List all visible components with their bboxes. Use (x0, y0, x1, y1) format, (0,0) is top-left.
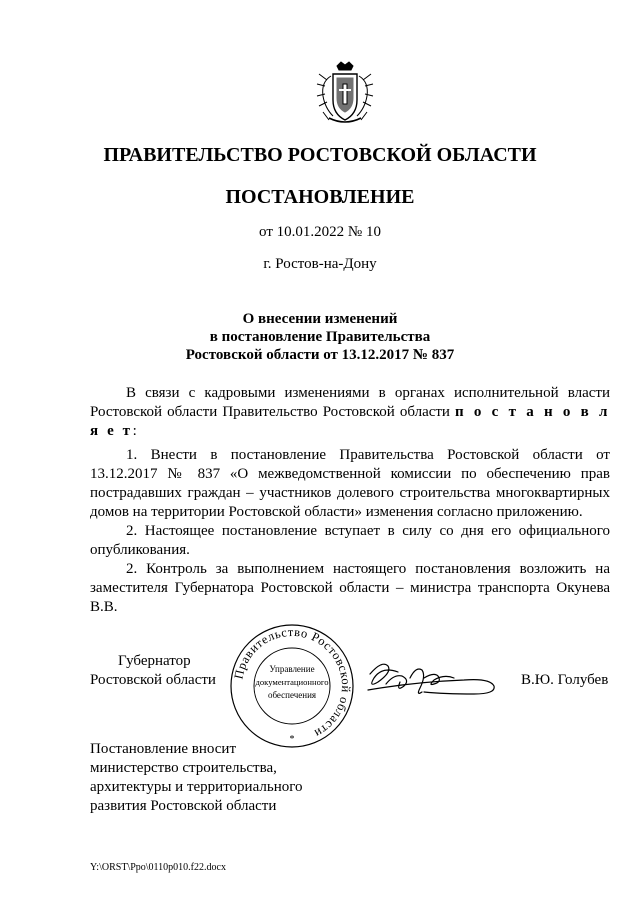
seal-inner-line: Управление (269, 664, 315, 674)
file-path: Y:\ORST\Ppo\0110p010.f22.docx (90, 862, 226, 873)
preamble-paragraph (90, 384, 610, 441)
introduced-by-line: развития Ростовской области (90, 798, 277, 814)
signer-region: Ростовской области (90, 672, 216, 688)
preamble (90, 384, 610, 441)
document-type: ПОСТАНОВЛЕНИЕ (225, 186, 415, 208)
official-seal-icon (228, 622, 356, 750)
city: г. Ростов-на-Дону (263, 256, 377, 272)
date-and-number: от 10.01.2022 № 10 (259, 224, 381, 240)
resolution-item: 2. Контроль за выполнением настоящего постановления возложить на заместителя Губернатора Ростовской области – министра транспорта Окунева В.В. (90, 561, 610, 615)
introduced-by-line: министерство строительства, (90, 760, 277, 776)
resolution-items (90, 446, 610, 617)
subject-line: в постановление Правительства (209, 329, 431, 345)
organization-title: ПРАВИТЕЛЬСТВО РОСТОВСКОЙ ОБЛАСТИ (103, 144, 537, 166)
seal-ring-text: Правительство Ростовской области (231, 624, 354, 741)
introduced-by-line: Постановление вносит (90, 741, 237, 757)
resolve-word: п о с т а н о в л я е т (90, 404, 611, 439)
handwritten-signature-icon (364, 652, 504, 702)
seal-inner-line: документационного (255, 677, 329, 687)
resolution-item: 1. Внести в постановление Правительства Ростовской области от 13.12.2017 № 837 «О межведомственной комиссии по обеспечению прав пострадавших граждан – участников долевого строительства многоквартирных домов на территории Ростовской области» изменения согласно приложению. (90, 447, 610, 520)
seal-inner-line: обеспечения (267, 690, 317, 700)
seal-star-icon: * (289, 734, 295, 745)
subject-line: О внесении изменений (242, 311, 398, 327)
preamble-text: В связи с кадровыми изменениями в органах исполнительной власти Ростовской области Правительство Ростовской области (90, 385, 610, 420)
introduced-by-line: архитектуры и территориального (90, 779, 303, 795)
subject-heading (0, 310, 640, 364)
signer-title: Губернатор (118, 653, 191, 669)
subject-line: Ростовской области от 13.12.2017 № 837 (185, 347, 455, 363)
preamble-colon: : (132, 423, 137, 439)
rostov-coat-of-arms-icon (313, 60, 377, 130)
introduced-by-block (90, 740, 303, 816)
resolution-item: 2. Настоящее постановление вступает в силу со дня его официального опубликования. (90, 523, 610, 558)
signer-name: В.Ю. Голубев (521, 672, 609, 688)
